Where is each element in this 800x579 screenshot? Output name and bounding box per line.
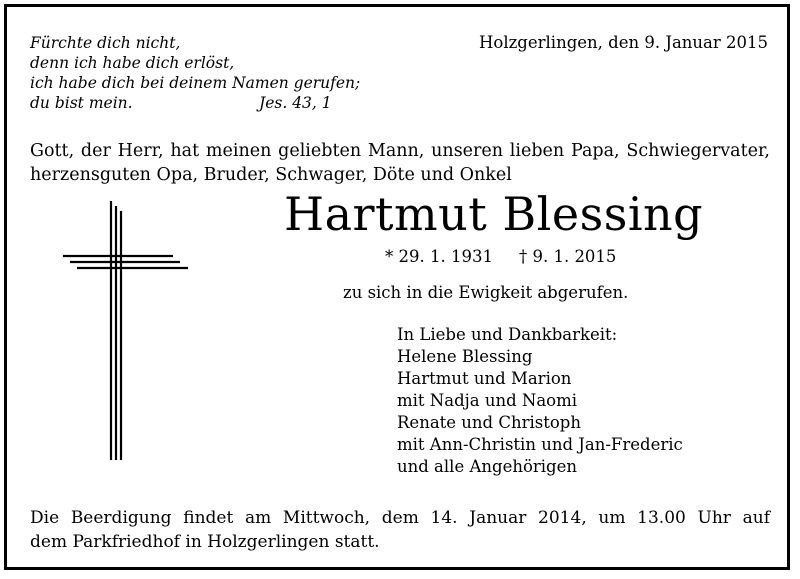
family-member: Hartmut und Marion [397, 369, 572, 388]
verse-line: ich habe dich bei deinem Namen gerufen; [30, 74, 361, 92]
intro-line: herzensguten Opa, Bruder, Schwager, Döte und Onkel [30, 165, 512, 185]
funeral-info [30, 506, 770, 554]
family-member: und alle Angehörigen [397, 457, 578, 476]
intro-line: Gott, der Herr, hat meinen geliebten Mann, unseren lieben Papa, Schwiegervater, [30, 141, 770, 161]
life-dates [385, 247, 616, 266]
funeral-line: Die Beerdigung findet am Mittwoch, dem 14. Januar 2014, um 13.00 Uhr auf [30, 508, 770, 528]
family-member: Renate und Christoph [397, 413, 581, 432]
bible-verse [30, 33, 360, 113]
deceased-name: Hartmut Blessing [284, 187, 704, 241]
family-member: Helene Blessing [397, 347, 533, 366]
funeral-line: dem Parkfriedhof in Holzgerlingen statt. [30, 532, 380, 552]
verse-line: denn ich habe dich erlöst, [30, 54, 235, 72]
verse-line: Fürchte dich nicht, [30, 34, 181, 52]
family-member: mit Ann-Christin und Jan-Frederic [397, 435, 683, 454]
called-text: zu sich in die Ewigkeit abgerufen. [343, 283, 629, 302]
birth-date: * 29. 1. 1931 [385, 247, 493, 266]
death-date: † 9. 1. 2015 [518, 247, 617, 266]
verse-reference: Jes. 43, 1 [259, 94, 332, 112]
intro-text [30, 139, 770, 187]
family-heading: In Liebe und Dankbarkeit: [397, 325, 618, 344]
verse-line: du bist mein. [30, 94, 133, 112]
cross-icon [58, 198, 198, 468]
family-list [397, 324, 683, 478]
place-date: Holzgerlingen, den 9. Januar 2015 [479, 33, 768, 52]
family-member: mit Nadja und Naomi [397, 391, 578, 410]
